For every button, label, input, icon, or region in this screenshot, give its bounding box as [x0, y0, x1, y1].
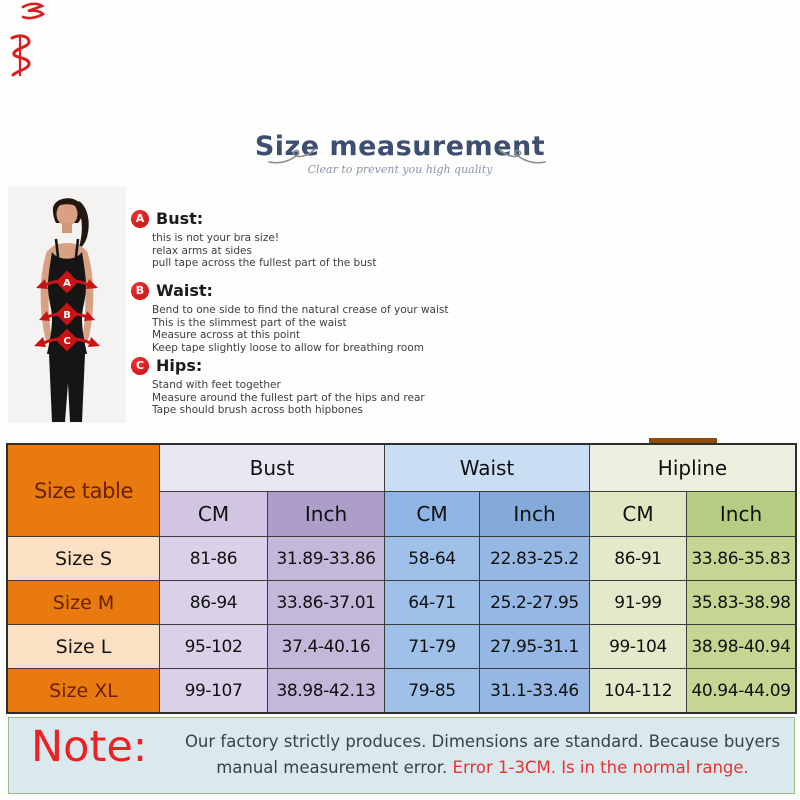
guide-line: This is the slimmest part of the waist — [152, 316, 347, 329]
guide-line: Stand with feet together — [152, 379, 281, 391]
guide-section-bust — [131, 209, 376, 270]
table-cell: 99-107 — [160, 669, 268, 712]
marker-a-icon: A — [131, 210, 149, 228]
figure-marker-c: C — [63, 336, 71, 347]
table-cell: 86-91 — [590, 537, 687, 581]
table-cell: 81-86 — [160, 537, 268, 581]
size-table — [6, 443, 797, 714]
table-cell: 91-99 — [590, 581, 687, 625]
table-cell: 40.94-44.09 — [687, 669, 795, 712]
watermark-glyph-icon — [20, 2, 46, 21]
page-subtitle: Clear to prevent you high quality — [307, 163, 493, 176]
note-text — [177, 729, 788, 781]
table-cell: 99-104 — [590, 625, 687, 669]
table-cell: 31.89-33.86 — [268, 537, 385, 581]
note-line1: Our factory strictly produces. Dimensions are standard. Because buyers — [184, 732, 781, 751]
table-cell: 33.86-37.01 — [268, 581, 385, 625]
bust-heading: Bust: — [156, 209, 204, 228]
note-label: Note: — [31, 722, 148, 772]
flourish-left-icon — [268, 146, 316, 166]
table-cell: 86-94 — [160, 581, 268, 625]
guide-line: pull tape across the fullest part of the bust — [152, 257, 377, 270]
guide-section-hips — [131, 356, 425, 417]
guide-line: Measure around the fullest part of the hips and rear — [152, 391, 425, 404]
note-box — [8, 717, 795, 794]
guide-line: Keep tape slightly loose to allow for breathing room — [152, 341, 424, 354]
page-title: Size measurement — [254, 131, 546, 162]
guide-line: Bend to one side to find the natural crease of your waist — [152, 304, 449, 316]
marker-c-icon: C — [131, 357, 149, 375]
waist-heading: Waist: — [156, 281, 213, 300]
bust-cm-header: CM — [160, 492, 268, 537]
table-cell: 38.98-40.94 — [687, 625, 795, 669]
table-cell: 38.98-42.13 — [268, 669, 385, 712]
table-cell: 37.4-40.16 — [268, 625, 385, 669]
row-label-size-m: Size M — [8, 581, 160, 625]
guide-line: this is not your bra size! — [152, 232, 280, 244]
table-cell: 31.1-33.46 — [480, 669, 590, 712]
bust-inch-header: Inch — [268, 492, 385, 537]
figure-marker-a: A — [63, 278, 71, 289]
waist-inch-header: Inch — [480, 492, 590, 537]
table-cell: 33.86-35.83 — [687, 537, 795, 581]
row-label-size-s: Size S — [8, 537, 160, 581]
hips-heading: Hips: — [156, 356, 203, 375]
table-cell: 71-79 — [385, 625, 480, 669]
row-label-size-l: Size L — [8, 625, 160, 669]
table-cell: 22.83-25.2 — [480, 537, 590, 581]
guide-line: relax arms at sides — [152, 244, 252, 257]
row-label-size-xl: Size XL — [8, 669, 160, 712]
hipline-cm-header: CM — [590, 492, 687, 537]
table-cell: 27.95-31.1 — [480, 625, 590, 669]
hipline-inch-header: Inch — [687, 492, 795, 537]
table-cell: 25.2-27.95 — [480, 581, 590, 625]
table-cell: 104-112 — [590, 669, 687, 712]
size-table-corner-header: Size table — [8, 445, 160, 537]
flourish-right-icon — [498, 146, 546, 166]
note-line2-black: manual measurement error. — [216, 758, 453, 777]
hipline-group-header: Hipline — [590, 445, 795, 492]
bust-group-header: Bust — [160, 445, 385, 492]
table-cell: 35.83-38.98 — [687, 581, 795, 625]
figure-marker-b: B — [63, 310, 71, 321]
waist-cm-header: CM — [385, 492, 480, 537]
table-cell: 64-71 — [385, 581, 480, 625]
guide-line: Measure across at this point — [152, 329, 301, 342]
table-cell: 95-102 — [160, 625, 268, 669]
marker-b-icon: B — [131, 282, 149, 300]
watermark-glyph-icon — [6, 33, 34, 79]
model-figure-image — [8, 187, 126, 423]
note-line2-red: Error 1-3CM. Is in the normal range. — [452, 758, 749, 777]
guide-line: Tape should brush across both hipbones — [152, 404, 363, 417]
guide-section-waist — [131, 281, 448, 354]
table-cell: 58-64 — [385, 537, 480, 581]
waist-group-header: Waist — [385, 445, 590, 492]
table-cell: 79-85 — [385, 669, 480, 712]
